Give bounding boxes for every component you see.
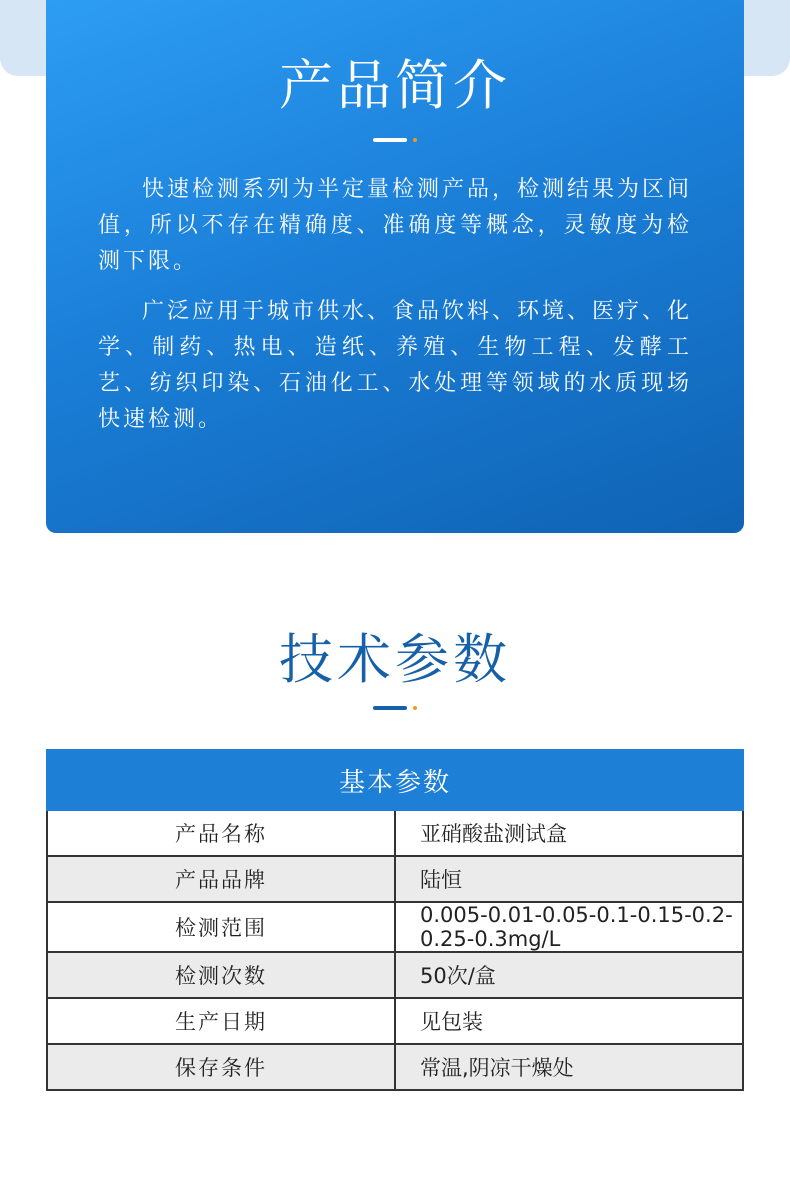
tech-params-section [0,622,790,710]
row-label: 检测范围 [47,902,395,952]
divider-dot [413,138,417,142]
table-row [47,810,743,856]
row-value: 0.005-0.01-0.05-0.1-0.15-0.2-0.25-0.3mg/L [395,902,743,952]
params-table [46,749,744,1091]
table-row [47,1044,743,1090]
params-table-header-row [47,750,743,810]
row-value: 亚硝酸盐测试盒 [395,810,743,856]
divider-dot [413,706,417,710]
row-label: 保存条件 [47,1044,395,1090]
row-value: 常温,阴凉干燥处 [395,1044,743,1090]
table-row [47,856,743,902]
row-label: 产品品牌 [47,856,395,902]
table-row [47,952,743,998]
product-intro-card [46,0,744,533]
tech-title-divider [0,706,790,710]
row-label: 检测次数 [47,952,395,998]
row-value: 陆恒 [395,856,743,902]
table-row [47,902,743,952]
intro-paragraph-2: 广泛应用于城市供水、食品饮料、环境、医疗、化学、制药、热电、造纸、养殖、生物工程、发酵工艺、纺织印染、石油化工、水处理等领域的水质现场快速检测。 [98,299,693,432]
params-table-header: 基本参数 [47,750,743,810]
row-label: 生产日期 [47,998,395,1044]
table-row [47,998,743,1044]
row-label: 产品名称 [47,810,395,856]
intro-text [98,172,692,438]
tech-title: 技术参数 [279,628,511,691]
intro-title-divider [46,138,744,142]
divider-bar [373,706,407,710]
intro-title: 产品简介 [279,54,511,117]
row-value: 见包装 [395,998,743,1044]
divider-bar [373,138,407,142]
intro-paragraph-1: 快速检测系列为半定量检测产品，检测结果为区间值，所以不存在精确度、准确度等概念，灵敏度为检测下限。 [98,177,693,274]
row-value: 50次/盒 [395,952,743,998]
